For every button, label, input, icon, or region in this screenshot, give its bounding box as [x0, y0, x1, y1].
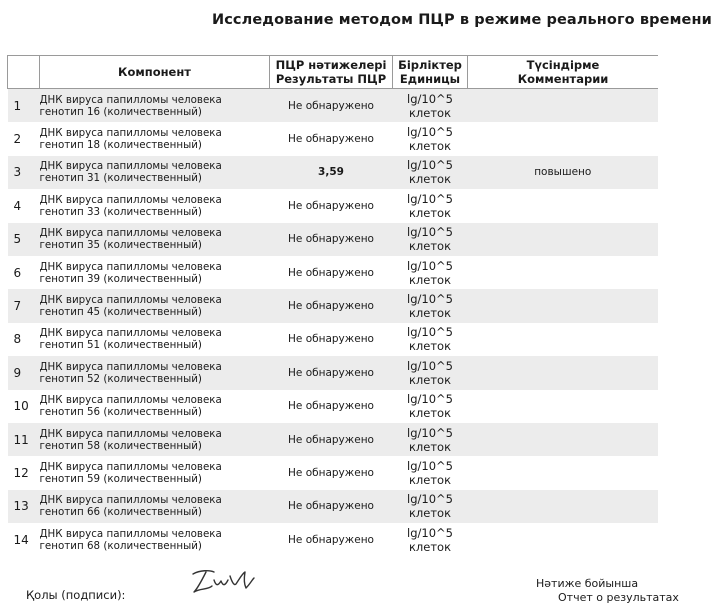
unit-line-1: lg/10^5: [407, 191, 453, 206]
row-result: Не обнаружено: [288, 199, 374, 212]
table-header-row: [8, 56, 659, 89]
row-comment: [468, 289, 659, 322]
component-line-1: ДНК вируса папилломы человека: [39, 360, 222, 373]
row-result: Не обнаружено: [288, 266, 374, 279]
component-line-1: ДНК вируса папилломы человека: [39, 260, 222, 273]
table-row: [8, 456, 659, 489]
component-line-2: генотип 45 (количественный): [39, 306, 202, 319]
signature-label: Қолы (подписи):: [26, 588, 126, 602]
unit-line-1: lg/10^5: [407, 325, 453, 340]
row-component: [40, 323, 270, 356]
row-units: [393, 289, 468, 322]
row-units: [393, 89, 468, 123]
row-component: [40, 456, 270, 489]
row-comment: [468, 490, 659, 523]
table-row: [8, 256, 659, 289]
component-line-1: ДНК вируса папилломы человека: [39, 527, 222, 540]
row-units: [393, 456, 468, 489]
component-line-2: генотип 59 (количественный): [39, 472, 202, 485]
row-component: [40, 356, 270, 389]
row-units: [393, 189, 468, 222]
component-line-2: генотип 18 (количественный): [39, 139, 202, 152]
row-comment: [468, 390, 659, 423]
table-row: [8, 223, 659, 256]
row-units: [393, 523, 468, 556]
header-units: Бірліктер Единицы: [393, 56, 468, 89]
row-units: [393, 156, 468, 189]
table-row: [8, 356, 659, 389]
row-component: [40, 223, 270, 256]
component-line-1: ДНК вируса папилломы человека: [39, 160, 222, 173]
component-line-2: генотип 68 (количественный): [39, 539, 202, 552]
component-line-2: генотип 51 (количественный): [39, 339, 202, 352]
row-component: [40, 122, 270, 155]
row-comment: [468, 423, 659, 456]
row-number: 7: [8, 289, 40, 322]
unit-line-2: клеток: [408, 139, 452, 154]
header-comments: Түсіндірме Комментарии: [468, 56, 659, 89]
row-number: 1: [8, 89, 40, 123]
unit-line-1: lg/10^5: [407, 458, 453, 473]
row-comment: [468, 122, 659, 155]
component-line-1: ДНК вируса папилломы человека: [39, 427, 222, 440]
row-number: 12: [13, 465, 29, 480]
footer-result-note-kz: Нәтиже бойынша: [536, 577, 639, 590]
component-line-2: генотип 33 (количественный): [39, 205, 202, 218]
unit-line-1: lg/10^5: [407, 258, 453, 273]
unit-line-2: клеток: [408, 239, 452, 254]
header-component: Компонент: [40, 56, 270, 89]
header-results: ПЦР нәтижелері Результаты ПЦР: [270, 56, 393, 89]
unit-line-2: клеток: [408, 439, 452, 454]
table-body: [8, 89, 659, 557]
table-row: [8, 289, 659, 322]
row-result: Не обнаружено: [288, 466, 374, 479]
row-result: Не обнаружено: [270, 289, 393, 322]
row-comment: [468, 356, 659, 389]
row-number: 9: [8, 356, 40, 389]
row-result: Не обнаружено: [288, 533, 374, 546]
row-number: 6: [13, 265, 22, 280]
row-result: Не обнаружено: [270, 89, 393, 123]
component-line-1: ДНК вируса папилломы человека: [39, 227, 222, 240]
row-number: 10: [13, 399, 29, 414]
component-line-2: генотип 56 (количественный): [39, 406, 202, 419]
unit-line-2: клеток: [408, 205, 452, 220]
results-table: [7, 55, 658, 556]
row-units: [393, 223, 468, 256]
row-result: Не обнаружено: [270, 423, 393, 456]
row-comment: [468, 223, 659, 256]
unit-line-1: lg/10^5: [407, 225, 453, 240]
signature-image: [190, 566, 260, 596]
unit-line-2: клеток: [408, 506, 452, 521]
row-units: [393, 423, 468, 456]
unit-line-2: клеток: [408, 372, 452, 387]
unit-line-1: lg/10^5: [407, 425, 453, 440]
unit-line-1: lg/10^5: [407, 292, 453, 307]
row-comment: [468, 523, 659, 556]
component-line-1: ДНК вируса папилломы человека: [39, 193, 222, 206]
row-comment: [468, 256, 659, 289]
component-line-1: ДНК вируса папилломы человека: [39, 93, 222, 106]
table-row: [8, 189, 659, 222]
row-units: [393, 323, 468, 356]
unit-line-2: клеток: [408, 539, 452, 554]
unit-line-2: клеток: [408, 472, 452, 487]
unit-line-2: клеток: [408, 272, 452, 287]
component-line-1: ДНК вируса папилломы человека: [39, 494, 222, 507]
row-number: 11: [8, 423, 40, 456]
component-line-1: ДНК вируса папилломы человека: [39, 127, 222, 140]
row-result: Не обнаружено: [270, 223, 393, 256]
header-number: [8, 56, 40, 89]
row-result: Не обнаружено: [288, 400, 374, 413]
row-component: [40, 390, 270, 423]
row-number: 14: [13, 532, 29, 547]
component-line-2: генотип 31 (количественный): [39, 172, 202, 185]
component-line-2: генотип 66 (количественный): [39, 506, 202, 519]
component-line-1: ДНК вируса папилломы человека: [39, 460, 222, 473]
unit-line-2: клеток: [408, 105, 452, 120]
unit-line-1: lg/10^5: [407, 392, 453, 407]
row-comment: [468, 89, 659, 123]
row-number: 3: [8, 156, 40, 189]
unit-line-2: клеток: [408, 339, 452, 354]
row-result: 3,59: [270, 156, 393, 189]
row-comment: повышено: [468, 156, 659, 189]
row-comment: [468, 189, 659, 222]
page-title: Исследование методом ПЦР в режиме реального времени: [212, 12, 712, 28]
unit-line-1: lg/10^5: [407, 358, 453, 373]
unit-line-1: lg/10^5: [407, 91, 453, 106]
row-units: [393, 122, 468, 155]
row-component: [40, 89, 270, 123]
unit-line-2: клеток: [408, 406, 452, 421]
row-number: 13: [8, 490, 40, 523]
component-line-2: генотип 16 (количественный): [39, 105, 202, 118]
row-units: [393, 256, 468, 289]
row-comment: [468, 323, 659, 356]
row-result: Не обнаружено: [288, 133, 374, 146]
component-line-1: ДНК вируса папилломы человека: [39, 394, 222, 407]
row-component: [40, 189, 270, 222]
row-result: Не обнаружено: [270, 356, 393, 389]
component-line-2: генотип 39 (количественный): [39, 272, 202, 285]
table-row: [8, 390, 659, 423]
row-result: Не обнаружено: [288, 333, 374, 346]
row-number: 2: [13, 132, 22, 147]
row-result: Не обнаружено: [270, 490, 393, 523]
row-component: [40, 289, 270, 322]
row-component: [40, 256, 270, 289]
row-number: 4: [13, 198, 22, 213]
row-units: [393, 356, 468, 389]
unit-line-1: lg/10^5: [407, 525, 453, 540]
unit-line-1: lg/10^5: [407, 492, 453, 507]
table-row: [8, 323, 659, 356]
component-line-2: генотип 58 (количественный): [39, 439, 202, 452]
component-line-1: ДНК вируса папилломы человека: [39, 327, 222, 340]
unit-line-1: lg/10^5: [407, 158, 453, 173]
component-line-1: ДНК вируса папилломы человека: [39, 294, 222, 307]
table-row: [8, 156, 659, 189]
table-row: [8, 490, 659, 523]
footer-result-note-ru: Отчет о результатах: [558, 591, 679, 604]
unit-line-1: lg/10^5: [407, 125, 453, 140]
row-component: [40, 423, 270, 456]
table-row: [8, 523, 659, 556]
row-comment: [468, 456, 659, 489]
unit-line-2: клеток: [408, 306, 452, 321]
table-row: [8, 122, 659, 155]
row-component: [40, 490, 270, 523]
row-component: [40, 156, 270, 189]
row-component: [40, 523, 270, 556]
component-line-2: генотип 52 (количественный): [39, 372, 202, 385]
table-row: [8, 89, 659, 123]
row-number: 8: [13, 332, 22, 347]
row-units: [393, 490, 468, 523]
component-line-2: генотип 35 (количественный): [39, 239, 202, 252]
row-units: [393, 390, 468, 423]
unit-line-2: клеток: [408, 172, 452, 187]
row-number: 5: [8, 223, 40, 256]
table-row: [8, 423, 659, 456]
